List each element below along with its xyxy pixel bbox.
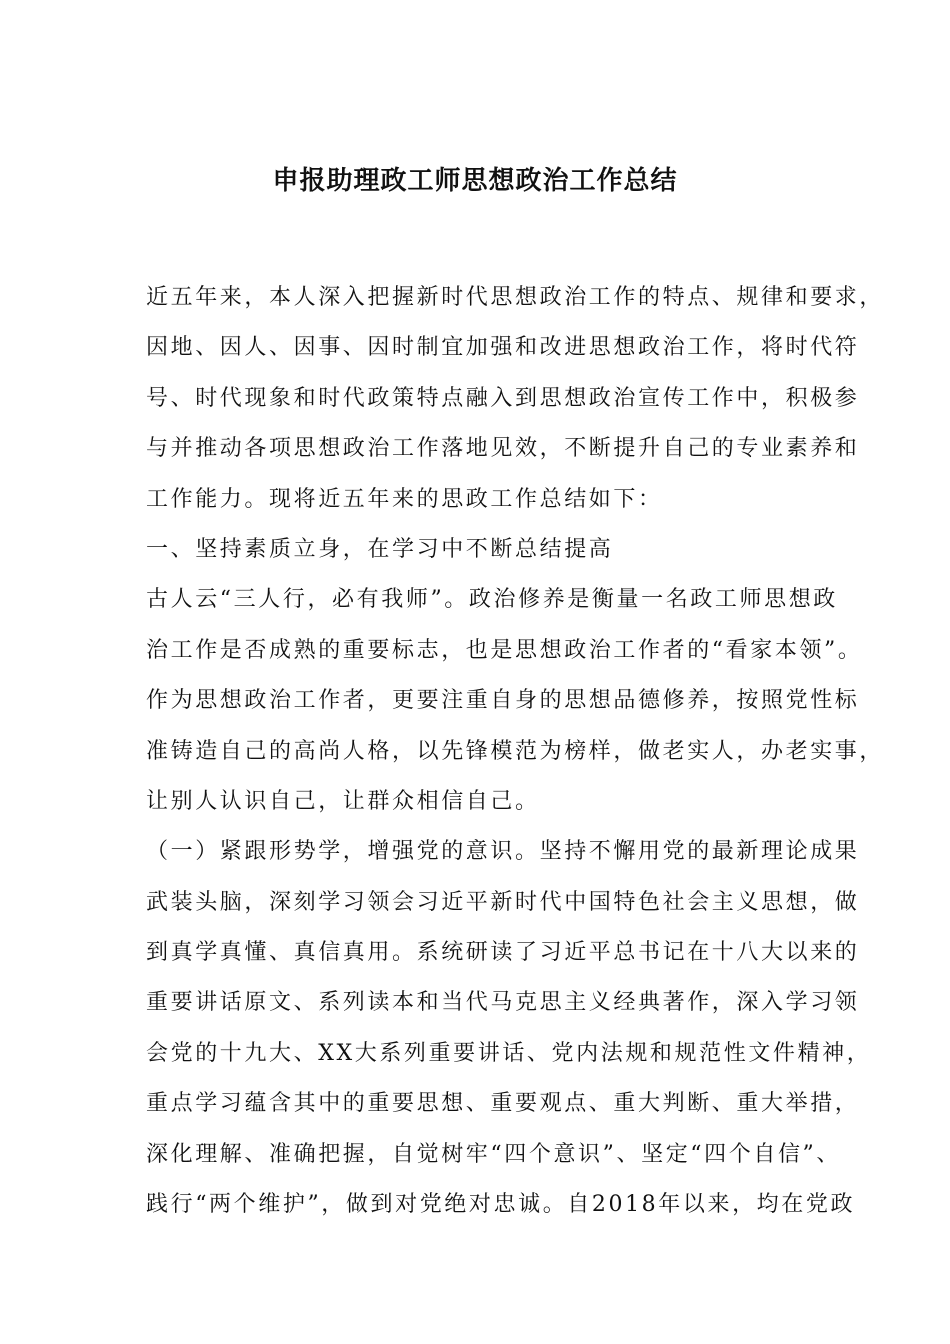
document-title: 申报助理政工师思想政治工作总结 (272, 166, 678, 196)
body-line: 与并推动各项思想政治工作落地见效，不断提升自己的专业素养和 (146, 436, 860, 462)
body-line: 深化理解、准确把握，自觉树牢“四个意识”、坚定“四个自信”、 (146, 1141, 841, 1167)
body-line: 作为思想政治工作者，更要注重自身的思想品德修养，按照党性标 (146, 688, 860, 714)
body-line: 工作能力。现将近五年来的思政工作总结如下： (146, 486, 663, 512)
body-line: 治工作是否成熟的重要标志，也是思想政治工作者的“看家本领”。 (146, 637, 863, 663)
body-line: 践行“两个维护”，做到对党绝对忠诚。自2018年以来，均在党政 (146, 1192, 856, 1218)
body-line: 会党的十九大、XX大系列重要讲话、党内法规和规范性文件精神， (146, 1040, 872, 1066)
body-line: 重要讲话原文、系列读本和当代马克思主义经典著作，深入学习领 (146, 990, 860, 1016)
body-line: 因地、因人、因事、因时制宜加强和改进思想政治工作，将时代符 (146, 335, 860, 361)
body-line: 让别人认识自己，让群众相信自己。 (146, 788, 540, 814)
document-body (146, 277, 885, 1234)
body-line: 号、时代现象和时代政策特点融入到思想政治宣传工作中，积极参 (146, 385, 860, 411)
body-line: 武装头脑，深刻学习领会习近平新时代中国特色社会主义思想，做 (146, 889, 860, 915)
subsection-line: （一）紧跟形势学，增强党的意识。坚持不懈用党的最新理论成果 (146, 839, 860, 865)
section-heading: 一、坚持素质立身，在学习中不断总结提高 (146, 536, 614, 562)
body-line: 近五年来，本人深入把握新时代思想政治工作的特点、规律和要求， (146, 285, 885, 310)
body-line: 准铸造自己的高尚人格，以先锋模范为榜样，做老实人，办老实事， (146, 738, 885, 764)
body-line: 古人云“三人行，必有我师”。政治修养是衡量一名政工师思想政 (146, 587, 838, 613)
body-line: 重点学习蕴含其中的重要思想、重要观点、重大判断、重大举措， (146, 1091, 860, 1117)
body-line: 到真学真懂、真信真用。系统研读了习近平总书记在十八大以来的 (146, 940, 860, 966)
